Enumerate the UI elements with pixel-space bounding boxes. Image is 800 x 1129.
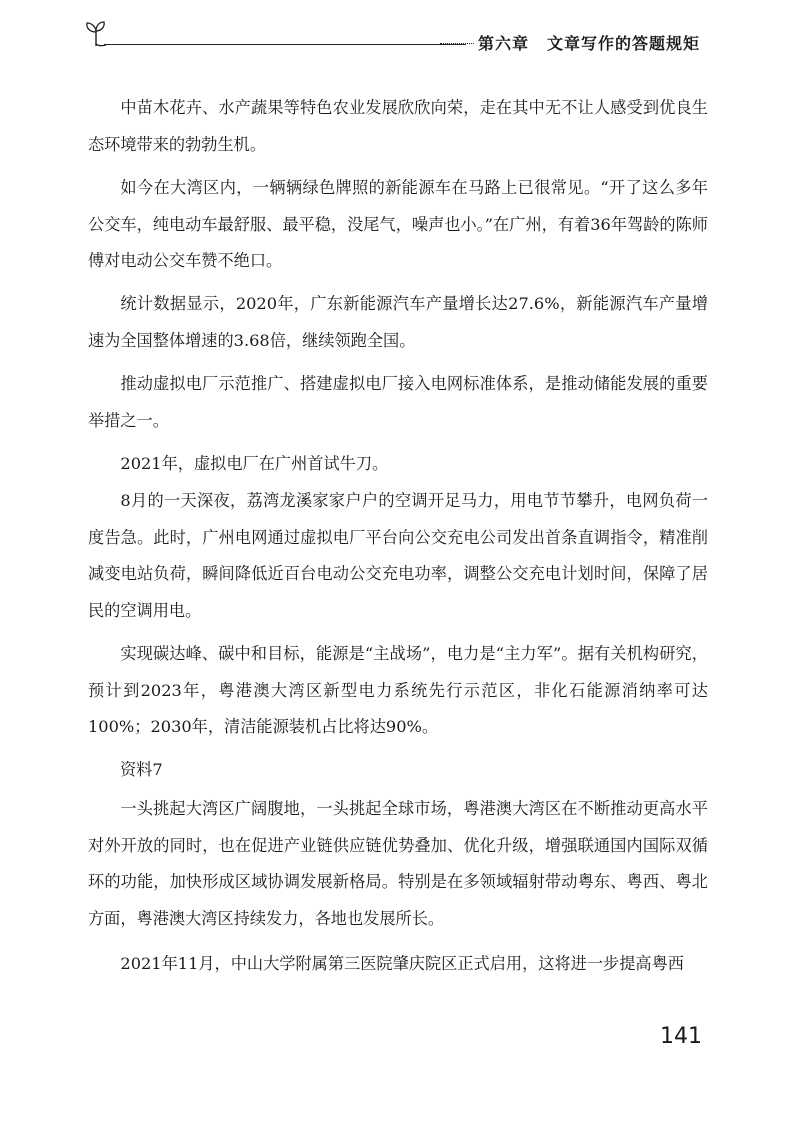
paragraph: 如今在大湾区内，一辆辆绿色牌照的新能源车在马路上已很常见。“开了这么多年公交车，纯电动车最舒服、最平稳，没尾气，噪声也小。”在广州，有着36年驾龄的陈师傅对电动公交车赞不绝口。 xyxy=(88,178,708,270)
chapter-label: 第六章 xyxy=(478,34,530,53)
paragraph: 2021年11月，中山大学附属第三医院肇庆院区正式启用，这将进一步提高粤西 xyxy=(120,954,684,973)
paragraph: 中苗木花卉、水产蔬果等特色农业发展欣欣向荣，走在其中无不让人感受到优良生态环境带来的勃勃生机。 xyxy=(88,98,708,154)
page-header xyxy=(0,0,800,60)
paragraph: 8月的一天深夜，荔湾龙溪家家户户的空调开足马力，用电节节攀升，电网负荷一度告急。此时，广州电网通过虚拟电厂平台向公交充电公司发出首条直调指令，精准削减变电站负荷，瞬间降低近百台电动公交充电功率，调整公交充电计划时间，保障了居民的空调用电。 xyxy=(88,491,708,620)
paragraph: 实现碳达峰、碳中和目标，能源是“主战场”，电力是“主力军”。据有关机构研究，预计到2023年，粤港澳大湾区新型电力系统先行示范区，非化石能源消纳率可达100%；2030年，清洁能源装机占比将达90%。 xyxy=(88,644,708,736)
paragraph: 统计数据显示，2020年，广东新能源汽车产量增长达27.6%，新能源汽车产量增速为全国整体增速的3.68倍，继续领跑全国。 xyxy=(88,294,708,350)
paragraph: 2021年，虚拟电厂在广州首试牛刀。 xyxy=(120,454,389,473)
material-label: 资料7 xyxy=(120,760,163,779)
page-number: 141 xyxy=(660,1024,702,1049)
header-rule xyxy=(104,44,466,45)
chapter-title: 文章写作的答题规矩 xyxy=(547,34,701,53)
header-dotted-rule xyxy=(440,43,474,44)
paragraph: 一头挑起大湾区广阔腹地，一头挑起全球市场，粤港澳大湾区在不断推动更高水平对外开放的同时，也在促进产业链供应链优势叠加、优化升级，增强联通国内国际双循环的功能，加快形成区域协调发展新格局。特别是在多领域辐射带动粤东、粤西、粤北方面，粤港澳大湾区持续发力，各地也发展所长。 xyxy=(88,799,708,928)
paragraph: 推动虚拟电厂示范推广、搭建虚拟电厂接入电网标准体系，是推动储能发展的重要举措之一。 xyxy=(88,374,708,430)
running-header xyxy=(478,31,700,54)
